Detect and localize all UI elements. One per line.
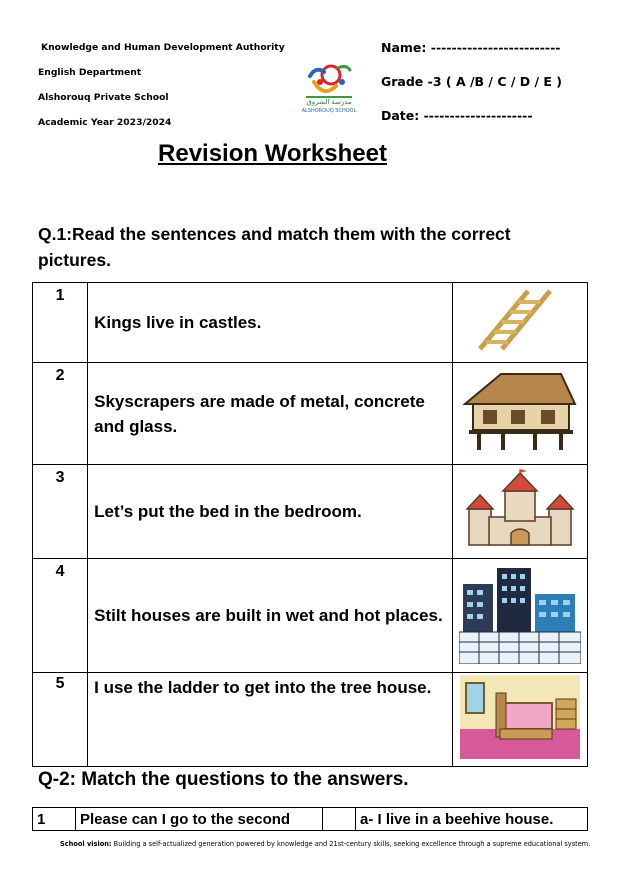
ladder-picture: [453, 283, 588, 363]
question-cell: Please can I go to the second: [76, 808, 323, 831]
row-number: 2: [33, 363, 88, 465]
question-1-prompt: Q.1:Read the sentences and match them with the correct pictures.: [38, 224, 511, 270]
ladder-icon: [472, 287, 568, 353]
sentence-cell: Kings live in castles.: [88, 283, 453, 363]
row-number: 5: [33, 673, 88, 767]
skyscrapers-icon: [459, 562, 581, 664]
date-field: Date: ---------------------: [381, 108, 533, 123]
sentence-cell: Skyscrapers are made of metal, concrete and glass.: [88, 363, 453, 465]
table-row: [33, 283, 588, 363]
row-number: 4: [33, 559, 88, 673]
sentence-cell: Let’s put the bed in the bedroom.: [88, 465, 453, 559]
school-name: Alshorouq Private School: [38, 92, 169, 103]
school-logo: [298, 58, 360, 118]
sentence-cell: Stilt houses are built in wet and hot places.: [88, 559, 453, 673]
logo-text: ALSHOROUQ SCHOOL: [301, 108, 357, 114]
answer-blank[interactable]: [323, 808, 356, 831]
matching-table: [32, 282, 588, 767]
table-row: [33, 363, 588, 465]
bedroom-picture: [453, 673, 588, 767]
question-2-table: [32, 807, 588, 831]
footer-text: Building a self-actualized generation powered by knowledge and 21st-century skills, seeking excellence through a supreme educational system.: [111, 840, 591, 848]
sentence-cell: I use the ladder to get into the tree house.: [88, 673, 453, 767]
academic-year: Academic Year 2023/2024: [38, 117, 172, 128]
table-row: [33, 673, 588, 767]
footer-label: School vision:: [60, 840, 112, 848]
bedroom-icon: [460, 675, 580, 759]
castle-icon: [461, 469, 579, 549]
table-row: [33, 465, 588, 559]
grade-field: Grade -3 ( A /B / C / D / E ): [381, 74, 563, 89]
department-name: English Department: [38, 67, 142, 78]
page-title: Revision Worksheet: [158, 140, 387, 167]
row-number: 1: [33, 283, 88, 363]
name-field: Name: -------------------------: [381, 40, 561, 55]
question-2-prompt: Q-2: Match the questions to the answers.: [38, 769, 409, 790]
stilt-house-picture: [453, 363, 588, 465]
school-vision-footer: [60, 840, 590, 848]
stilt-house-icon: [461, 370, 579, 452]
table-row: [33, 559, 588, 673]
logo-arabic-text: مدرسة الشروق: [306, 99, 352, 106]
answer-cell: a- I live in a beehive house.: [356, 808, 588, 831]
authority-name: Knowledge and Human Development Authority: [41, 42, 285, 53]
skyscrapers-picture: [453, 559, 588, 673]
table-row: [33, 808, 588, 831]
castle-picture: [453, 465, 588, 559]
row-number: 1: [33, 808, 76, 831]
row-number: 3: [33, 465, 88, 559]
